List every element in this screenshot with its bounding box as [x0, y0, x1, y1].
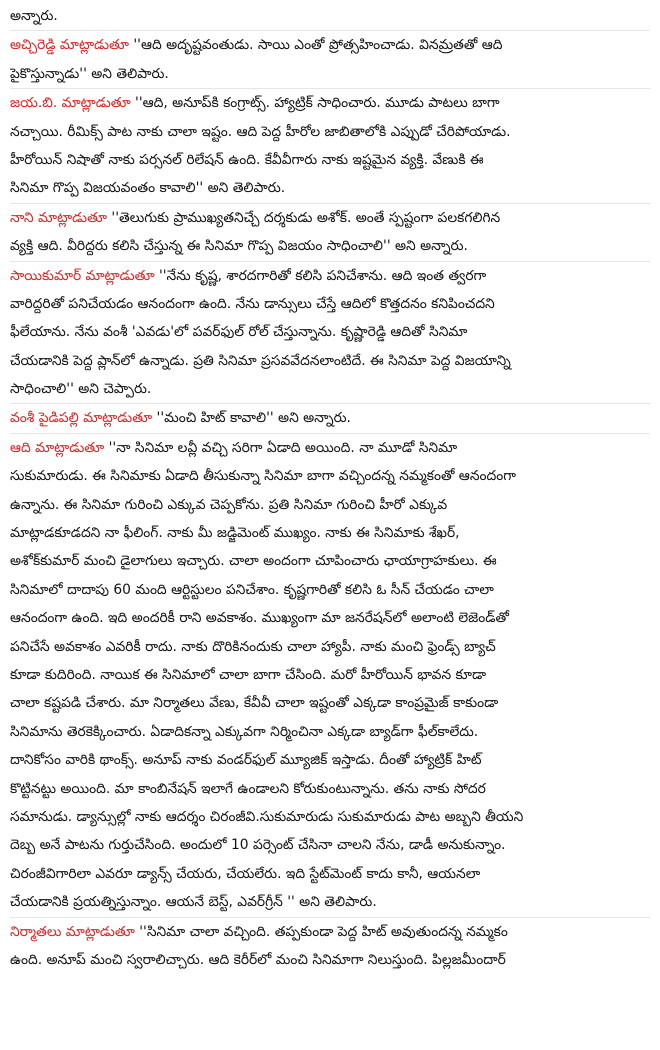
line-text: చేయడానికి పెద్ద ప్లాన్‌లో ఉన్నాడు. ప్రతి సినిమా ప్రసవవేదనలాంటిదే. ఈ సినిమా పెద్ద విజయాన్ని: [10, 352, 511, 369]
line-text: సినిమాను తెరకెక్కించారు. ఏడాదికన్నా ఎక్కువగా నిర్మించినా ఎక్కడా బ్యాడ్‌గా ఫీల్‌కాలేదు.: [10, 723, 479, 740]
line-text: ఉన్నాను. ఈ సినిమా గురించి ఎక్కువ చెప్పకోను. ప్రతి సినిమా గురించి హీరో ఎక్కువ: [10, 496, 448, 513]
text-line: [10, 347, 650, 375]
text-line: [10, 118, 650, 146]
text-line: [10, 633, 650, 661]
text-line: [10, 232, 650, 260]
line-text: మాట్లాడకూడదని నా ఫీలింగ్‌. నాకు మీ జడ్జిమెంట్‌ ముఖ్యం. నాకు ఈ సినిమాకు శేఖర్‌,: [10, 525, 460, 542]
line-text: అన్నారు.: [10, 8, 58, 24]
line-text: నచ్చాయి. రీమిక్స్‌ పాట నాకు చాలా ఇష్టం. ఆది పెద్ద హీరోల జాబితాలోకి ఎప్పుడో చేరిపోయాడు.: [10, 123, 511, 140]
line-text: ''ఆది అదృష్టవంతుడు. సాయి ఎంతో ప్రోత్సహించాడు. వినమ్రతతో ఆది: [128, 37, 503, 54]
speaker-name: సాయికుమార్‌ మాట్లాడుతూ: [10, 267, 155, 284]
text-line: [10, 604, 650, 632]
text-line: [10, 2, 650, 30]
line-text: ''మంచి హిట్‌ కావాలి'' అని అన్నారు.: [152, 410, 351, 427]
speaker-name: ఆది మాట్లాడుతూ: [10, 439, 105, 456]
speaker-name: జయ.బి. మాట్లాడుతూ: [10, 95, 131, 112]
line-text: ''తెలుగుకు ప్రాముఖ్యతనిచ్చే దర్శకుడు అశోక్‌. అంతే స్పష్టంగా పలకగలిగిన: [107, 209, 501, 226]
line-text: కూడా కుదిరింది. నాయిక ఈ సినిమాలో చాలా బాగా చేసింది. మరో హీరోయిన్‌ భావన కూడా: [10, 666, 487, 683]
paragraph-start-line: [10, 433, 650, 462]
line-text: సినిమాలో దాదాపు 60 మంది ఆర్టిస్టులం పనిచేశాం. కృష్ణగారితో కలిసి ఓ సీన్‌ చేయడం చాలా: [10, 581, 494, 598]
line-text: దానికోసం వారికి థాంక్స్‌. అనూప్‌ నాకు వండర్‌ఫుల్‌ మ్యూజిక్‌ ఇస్తాడు. దీంతో హ్యాట్రిక్‌ హిట్‌: [10, 752, 482, 769]
paragraph-start-line: [10, 403, 650, 432]
speaker-name: అచ్చిరెడ్డి మాట్లాడుతూ: [10, 37, 129, 54]
text-line: [10, 831, 650, 859]
line-text: చాలా కష్టపడి చేశారు. మా నిర్మాతలు వేణు, కేవీవీ చాలా ఇష్టంతో ఎక్కడా కాంప్రమైజ్‌ కాకుండా: [10, 695, 499, 712]
paragraph-start-line: [10, 917, 650, 946]
line-text: ఫీలేయాను. నేను వంశీ 'ఎవడు'లో పవర్‌ఫుల్‌ రోల్‌ చేస్తున్నాను. కృష్ణారెడ్డి ఆదితో సినిమా: [10, 324, 468, 341]
text-line: [10, 375, 650, 403]
line-text: ''నేను కృష్ణ, శారదగారితో కలిసి పనిచేశాను. ఆది ఇంత త్వరగా: [154, 267, 487, 284]
speaker-name: నిర్మాతలు మాట్లాడుతూ: [10, 923, 135, 940]
line-text: సాధించాలి'' అని చెప్పారు.: [10, 381, 152, 398]
line-text: ''ఆది, అనూప్‌కి కంగ్రాట్స్‌. హ్యాట్రిక్‌ సాధించారు. మూడు పాటలు బాగా: [130, 95, 500, 112]
text-line: [10, 60, 650, 88]
text-line: [10, 146, 650, 174]
text-line: [10, 888, 650, 916]
text-line: [10, 547, 650, 575]
line-text: ''సినిమా చాలా వచ్చింది. తప్పకుండా పెద్ద హిట్‌ అవుతుందన్న నమ్మకం: [134, 923, 508, 940]
text-line: [10, 661, 650, 689]
line-text: సినిమా గొప్ప విజయవంతం కావాలి'' అని తెలిపారు.: [10, 180, 286, 197]
line-text: దెబ్బ అనే పాటను గుర్తుచేసింది. అందులో 10 పర్సెంట్‌ చేసినా చాలని నేను, డాడీ అనుకున్నాం.: [10, 837, 506, 854]
paragraph-start-line: [10, 88, 650, 117]
line-text: వ్యక్తి ఆది. వీరిద్దరు కలిసి చేస్తున్న ఈ సినిమా గొప్ప విజయం సాధించాలి'' అని అన్నారు.: [10, 238, 468, 255]
line-text: అశోక్‌కుమార్‌ మంచి డైలాగులు ఇచ్చారు. చాలా అందంగా చూపించారు ఛాయాగ్రాహకులు. ఈ: [10, 553, 497, 570]
speaker-name: వంశీ పైడిపల్లి మాట్లాడుతూ: [10, 410, 153, 427]
line-text: ఉంది. అనూప్‌ మంచి స్వరాలిచ్చారు. ఆది కెరీర్‌లో మంచి సినిమాగా నిలుస్తుంది. పిల్లజమీందార్‌: [10, 951, 506, 968]
paragraph-start-line: [10, 203, 650, 232]
line-text: చిరంజీవిగారిలా ఎవరూ డ్యాన్స్‌ చేయరు, చేయలేరు. ఇది స్టేట్‌మెంట్‌ కాదు కానీ, ఆయనలా: [10, 865, 481, 882]
line-text: ''నా సినిమా లవ్లీ వచ్చి సరిగా ఏడాది అయింది. నా మూడో సినిమా: [104, 439, 458, 456]
line-text: సమానుడు. డ్యాన్సుల్లో నాకు ఆదర్శం చిరంజీవి.సుకుమారుడు సుకుమారుడు పాట అబ్బని తీయని: [10, 808, 524, 825]
paragraph-start-line: [10, 30, 650, 59]
line-text: హీరోయిన్‌ నిషాతో నాకు పర్సనల్‌ రిలేషన్‌ ఉంది. కేవీవీగారు నాకు ఇష్టమైన వ్యక్తి. వేణుకి ఈ: [10, 151, 484, 168]
text-line: [10, 519, 650, 547]
line-text: వారిద్దరితో పనిచేయడం ఆనందంగా ఉంది. నేను డాన్సులు చేస్తే ఆదిలో కొత్తదనం కనిపించదని: [10, 295, 495, 312]
text-line: [10, 318, 650, 346]
line-text: పైకొస్తున్నాడు'' అని తెలిపారు.: [10, 65, 169, 82]
text-line: [10, 775, 650, 803]
text-line: [10, 946, 650, 974]
text-line: [10, 462, 650, 490]
text-line: [10, 576, 650, 604]
text-line: [10, 174, 650, 202]
text-line: [10, 860, 650, 888]
line-text: కొట్టినట్టు అయింది. మా కాంబినేషన్‌ ఇలాగే ఉండాలని కోరుకుంటున్నాను. తను నాకు సోదర: [10, 780, 486, 797]
line-text: సుకుమారుడు. ఈ సినిమాకు ఏడాది తీసుకున్నా సినిమా బాగా వచ్చిందన్న నమ్మకంతో ఆనందంగా: [10, 468, 516, 485]
text-line: [10, 718, 650, 746]
text-line: [10, 290, 650, 318]
text-line: [10, 491, 650, 519]
line-text: చేయడానికి ప్రయత్నిస్తున్నాం. ఆయనే బెస్ట్‌, ఎవర్‌గ్రీన్‌ '' అని తెలిపారు.: [10, 894, 377, 911]
paragraph-start-line: [10, 261, 650, 290]
line-text: ఆనందంగా ఉంది. ఇది అందరికీ రాని అవకాశం. ముఖ్యంగా మా జనరేషన్‌లో అలాంటి లెజెండ్‌తో: [10, 610, 509, 627]
text-line: [10, 689, 650, 717]
speaker-name: నాని మాట్లాడుతూ: [10, 209, 108, 226]
line-text: పనిచేసే అవకాశం ఎవరికీ రాదు. నాకు దొరికినందుకు చాలా హ్యాపీ. నాకు మంచి ఫ్రెండ్స్‌ బ్యాచ్‌: [10, 638, 496, 655]
text-line: [10, 803, 650, 831]
text-line: [10, 746, 650, 774]
